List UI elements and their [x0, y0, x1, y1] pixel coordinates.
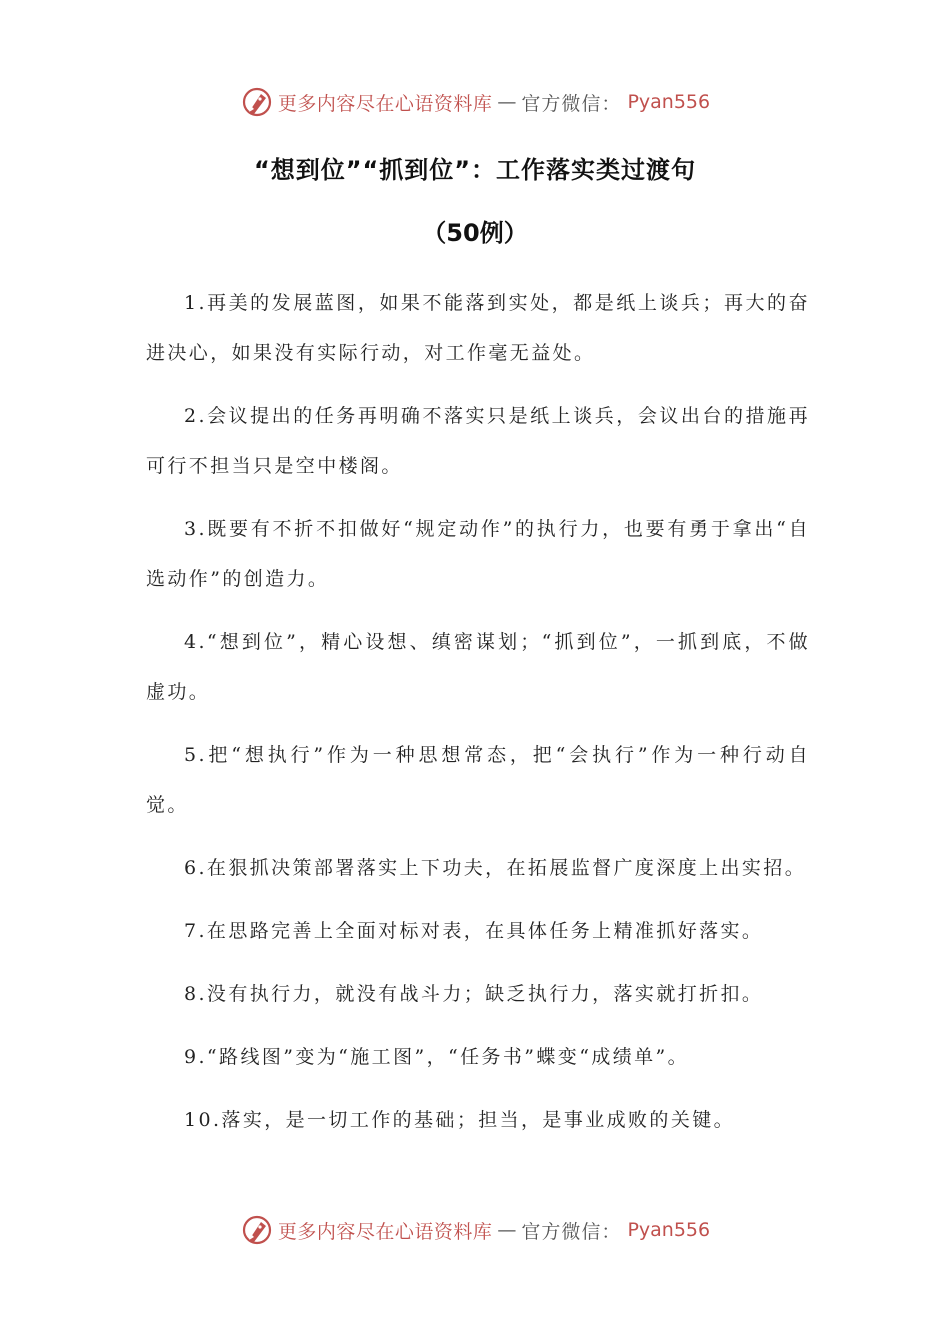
- list-item: 3.既要有不折不扣做好“规定动作”的执行力，也要有勇于拿出“自选动作”的创造力。: [146, 518, 810, 590]
- pen-nib-logo-icon: [240, 85, 274, 119]
- pen-nib-logo-icon: [240, 1213, 274, 1247]
- banner-dash: —: [497, 91, 517, 113]
- list-item: 1.再美的发展蓝图，如果不能落到实处，都是纸上谈兵；再大的奋进决心，如果没有实际行动，对工作毫无益处。: [146, 292, 810, 364]
- list-item: 5.把“想执行”作为一种思想常态，把“会执行”作为一种行动自觉。: [146, 744, 810, 816]
- banner-wechat-id: Pyan556: [627, 91, 711, 113]
- banner-wechat-label: 官方微信：: [521, 92, 622, 115]
- list-item: 7.在思路完善上全面对标对表，在具体任务上精准抓好落实。: [184, 920, 764, 942]
- banner-wechat-id: Pyan556: [627, 1219, 711, 1241]
- banner-promo-text: 更多内容尽在心语资料库: [277, 1220, 493, 1243]
- header-banner: [0, 82, 950, 122]
- document-subtitle: （50例）: [422, 219, 528, 247]
- sentence-list: [146, 278, 810, 1158]
- banner-promo-text: 更多内容尽在心语资料库: [277, 92, 493, 115]
- list-item: 9.“路线图”变为“施工图”，“任务书”蝶变“成绩单”。: [184, 1046, 690, 1068]
- list-item: 10.落实，是一切工作的基础；担当，是事业成败的关键。: [184, 1109, 736, 1131]
- footer-banner: [0, 1210, 950, 1250]
- list-item: 6.在狠抓决策部署落实上下功夫，在拓展监督广度深度上出实招。: [184, 857, 807, 879]
- document-title: “想到位”“抓到位”：工作落实类过渡句: [253, 156, 697, 184]
- banner-dash: —: [497, 1219, 517, 1241]
- list-item: 8.没有执行力，就没有战斗力；缺乏执行力，落实就打折扣。: [184, 983, 764, 1005]
- list-item: 4.“想到位”，精心设想、缜密谋划；“抓到位”，一抓到底，不做虚功。: [146, 631, 810, 703]
- banner-wechat-label: 官方微信：: [521, 1220, 622, 1243]
- list-item: 2.会议提出的任务再明确不落实只是纸上谈兵，会议出台的措施再可行不担当只是空中楼阁。: [146, 405, 810, 477]
